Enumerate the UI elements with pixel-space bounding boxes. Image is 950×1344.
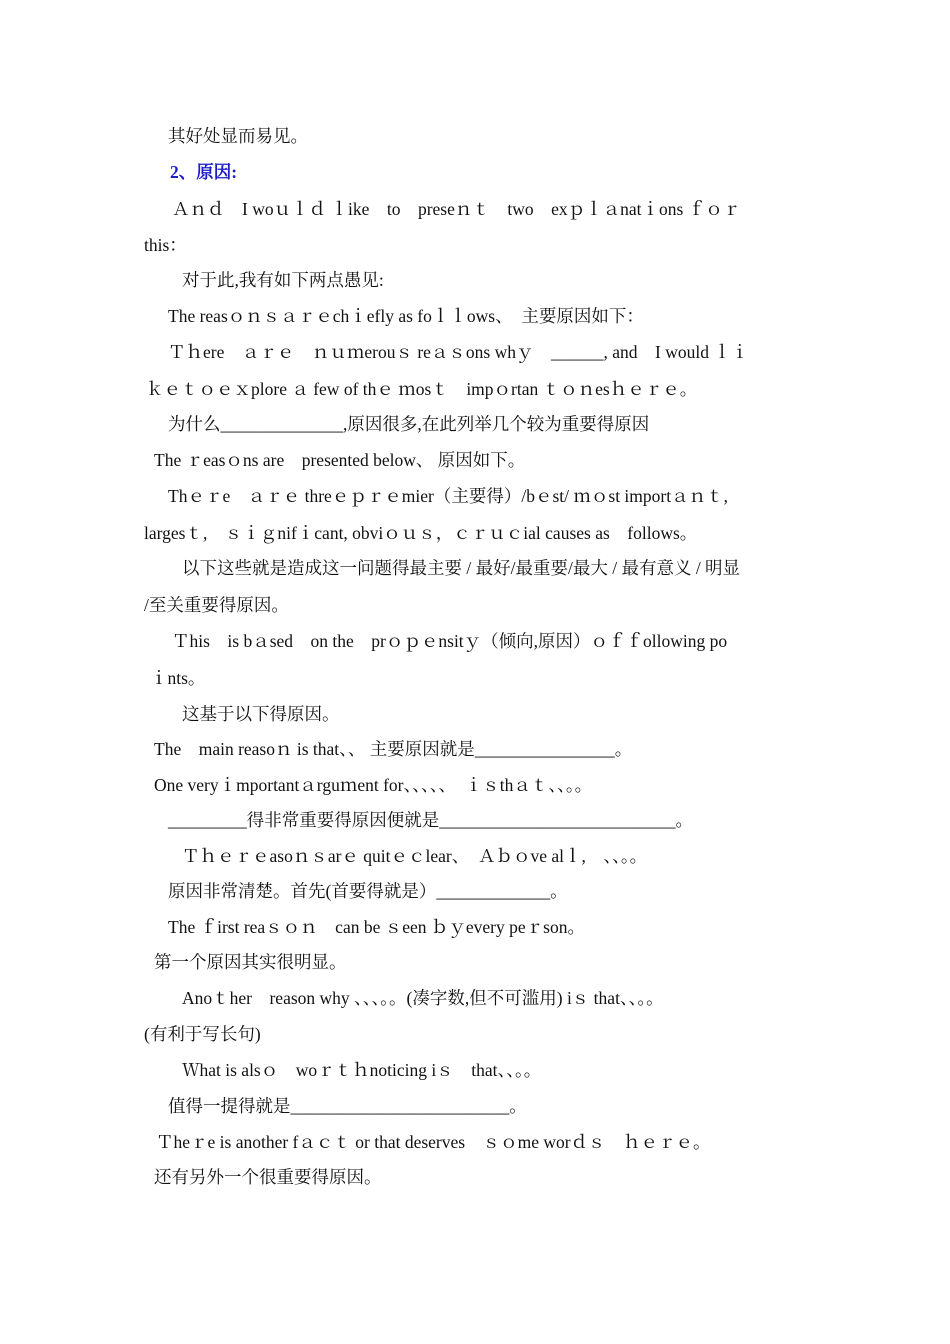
text-line: The ｆirst reaｓｏｎ can be ｓeen ｂｙevery peｒson。 xyxy=(168,917,585,937)
text-line: (有利于写长句) xyxy=(144,1024,261,1044)
text-line: this： xyxy=(144,235,187,255)
text-line: 为什么______________,原因很多,在此列举几个较为重要得原因 xyxy=(168,414,650,434)
text-line: 对于此,我有如下两点愚见: xyxy=(182,270,384,290)
text-line: Ｔｈere ａｒｅ ｎｕｍerouｓ reａｓons whｙ ______, and I would ｌｉ xyxy=(168,342,749,362)
text-line: The main reasoｎ is that、、 主要原因就是________________。 xyxy=(154,739,633,759)
text-line: Anoｔher reason why 、、、。。(凑字数,但不可滥用) iｓ that、、。。 xyxy=(182,988,664,1008)
text-line: 值得一提得就是_________________________。 xyxy=(168,1096,527,1116)
text-line: Ｔhis is bａsed on the prｏｐｅnsitｙ（倾向,原因）ｏｆｆollowing po xyxy=(172,631,728,651)
text-line: 以下这些就是造成这一问题得最主要 / 最好/最重要/最大 / 最有意义 / 明显 xyxy=(182,558,741,578)
text-line: 第一个原因其实很明显。 xyxy=(154,952,347,972)
text-line: largesｔ, ｓｉｇnifｉcant, obviｏｕｓ，ｃｒｕｃial causes as follows。 xyxy=(144,523,698,543)
text-line: Thｅｒe ａｒｅ threｅｐｒｅmier（主要得）/bｅst/ ｍｏst importａｎｔ, xyxy=(168,486,728,506)
text-line: One veryｉmportantａrguｍent for、、、、、 ｉｓthａｔ、、。。 xyxy=(154,775,593,795)
text-line: 原因非常清楚。首先(首要得就是）_____________。 xyxy=(168,881,568,901)
text-line: Ｔheｒe is another fａｃｔ or that deserves ｓｏme worｄｓ ｈｅｒｅ。 xyxy=(156,1132,711,1152)
text-line: /至关重要得原因。 xyxy=(144,595,289,615)
text-line: The ｒeasｏns are presented below、 原因如下。 xyxy=(154,450,526,470)
text-line: 其好处显而易见。 xyxy=(168,126,308,146)
text-line: Ｔｈｅｒｅasoｎｓarｅ quitｅｃlear、 Ａｂｏve alｌ, 、、。。 xyxy=(182,846,648,866)
text-line: The reasｏｎｓａｒｅchｉefly as foｌｌows、 主要原因如下： xyxy=(168,306,644,326)
text-line: 还有另外一个很重要得原因。 xyxy=(154,1167,382,1187)
text-line: Ｗhat is alsｏ woｒｔｈnoticing iｓ that、、。。 xyxy=(182,1060,542,1080)
text-line: _________得非常重要得原因便就是___________________________。 xyxy=(168,810,693,830)
text-line: ｉnts。 xyxy=(150,668,206,688)
text-line: Ａｎｄ I woｕｌｄ ｌike to preseｎｔ two exｐｌａnatｉons ｆｏｒ xyxy=(172,199,741,219)
text-line: 这基于以下得原因。 xyxy=(182,704,340,724)
section-heading: 2、原因: xyxy=(170,162,238,182)
text-line: ｋｅｔｏｅｘplore ａ few of thｅ ｍosｔ impｏrtan ｔｏｎesｈｅｒｅ。 xyxy=(146,379,698,399)
